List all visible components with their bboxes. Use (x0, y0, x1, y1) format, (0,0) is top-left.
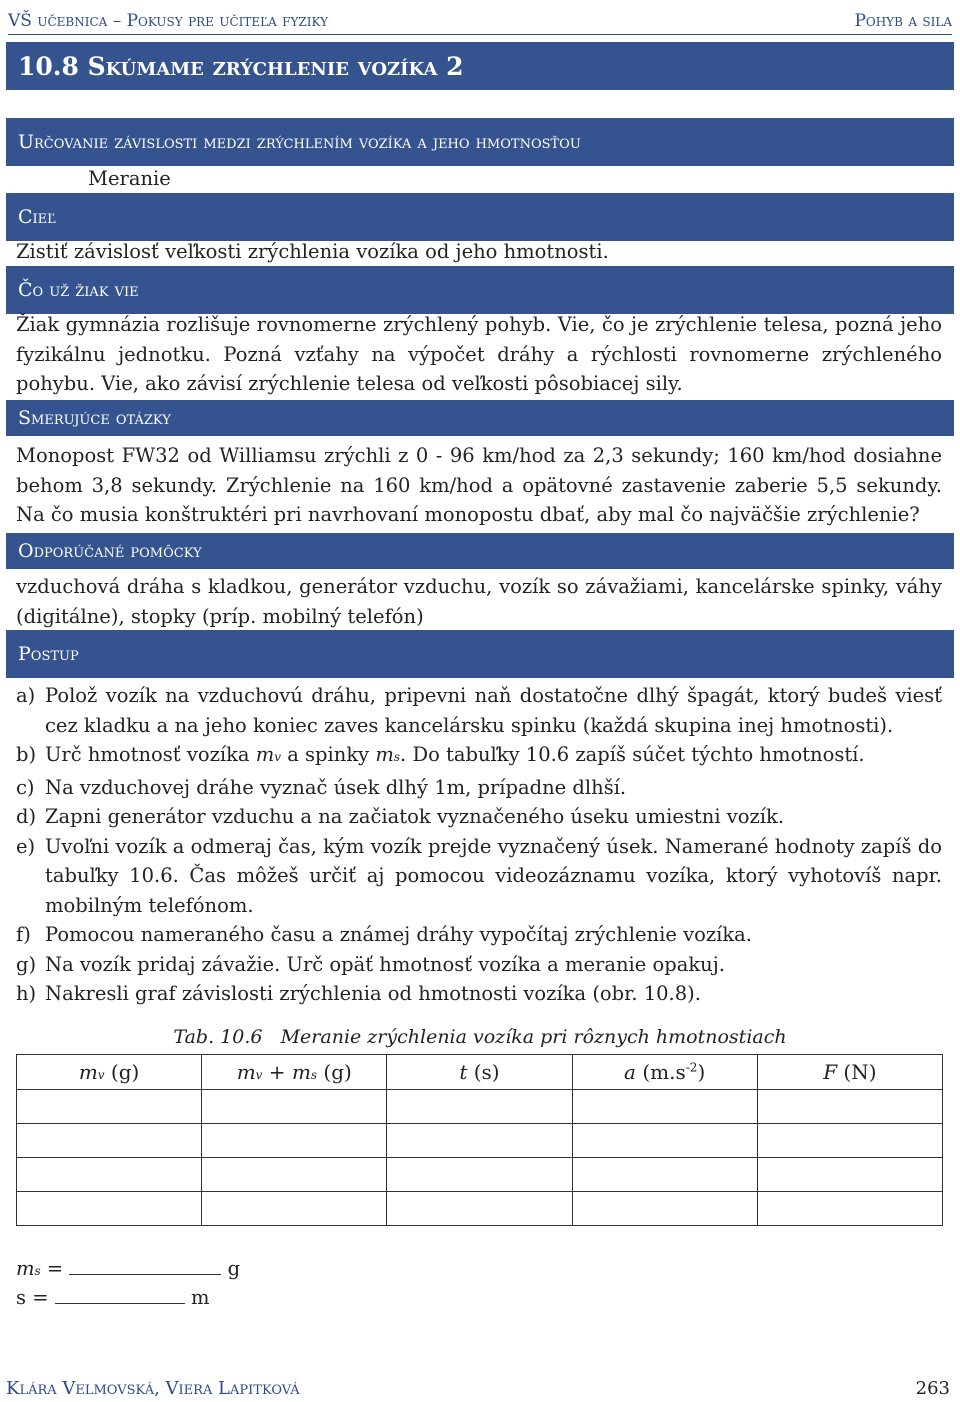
subtitle-heading: Určovanie závislosti medzi zrýchlením vozíka a jeho hmotnosťou (6, 118, 954, 166)
table-cell[interactable] (202, 1192, 387, 1226)
authors: Klára Velmovská, Viera Lapitková (6, 1377, 300, 1399)
step-text: Zapni generátor vzduchu a na začiatok vyznačeného úseku umiestni vozík. (45, 805, 785, 828)
step-item (16, 773, 942, 803)
method-label: Meranie (88, 167, 171, 190)
table-cell[interactable] (572, 1158, 757, 1192)
step-item (16, 979, 942, 1009)
step-label: a) (16, 684, 36, 707)
step-label: h) (16, 982, 37, 1005)
step-item (16, 802, 942, 832)
table-cell[interactable] (572, 1090, 757, 1124)
step-item (16, 950, 942, 980)
table-cell[interactable] (17, 1090, 202, 1124)
table-cell[interactable] (17, 1192, 202, 1226)
table-cell[interactable] (572, 1192, 757, 1226)
step-text: Urč hmotnosť vozíka mv a spinky ms. Do tabuľky 10.6 zapíš súčet týchto hmotností. (45, 743, 865, 766)
running-header (8, 5, 952, 35)
step-text: Pomocou nameraného času a známej dráhy vypočítaj zrýchlenie vozíka. (45, 923, 752, 946)
step-text: Na vozík pridaj závažie. Urč opäť hmotnosť vozíka a meranie opakuj. (45, 952, 725, 976)
measurement-table (16, 1054, 943, 1226)
prior-knowledge-heading: Čo už žiak vie (6, 266, 954, 314)
table-row (17, 1090, 943, 1124)
table-caption (0, 1026, 960, 1048)
procedure-steps (16, 681, 942, 1009)
step-text: Na vzduchovej dráhe vyznač úsek dlhý 1m, prípadne dlhší. (45, 775, 627, 799)
table-cell[interactable] (757, 1192, 942, 1226)
table-cell[interactable] (202, 1158, 387, 1192)
table-caption-number: Tab. 10.6 (173, 1026, 263, 1048)
page-footer (6, 1376, 950, 1400)
column-header-a: a $(m.s^{-2})$ (572, 1055, 757, 1090)
column-header-f: F (N) (757, 1055, 942, 1090)
table-row (17, 1158, 943, 1192)
goal-heading: Cieľ (6, 193, 954, 241)
book-title: VŠ učebnica – Pokusy pre učiteľa fyziky (8, 11, 329, 31)
procedure-heading: Postup (6, 630, 954, 678)
table-caption-text: Meranie zrýchlenia vozíka pri rôznych hmotnostiach (280, 1026, 787, 1048)
table-cell[interactable] (387, 1192, 572, 1226)
table-cell[interactable] (572, 1124, 757, 1158)
step-label: c) (16, 775, 35, 799)
step-text: Polož vozík na vzduchovú dráhu, pripevni naň dostatočne dlhý špagát, ktorý budeš viesť cez kladku a na jeho koniec zaves kancelársku spinku (každá skupina inej hmotnosti). (45, 684, 942, 737)
goal-text: Zistiť závislosť veľkosti zrýchlenia vozíka od jeho hmotnosti. (16, 240, 609, 263)
step-item (16, 832, 942, 921)
table-cell[interactable] (387, 1158, 572, 1192)
table-cell[interactable] (757, 1090, 942, 1124)
step-label: d) (16, 805, 37, 828)
table-cell[interactable] (202, 1124, 387, 1158)
table-row (17, 1124, 943, 1158)
step-label: b) (16, 743, 37, 766)
step-item (16, 740, 942, 773)
table-cell[interactable] (757, 1124, 942, 1158)
step-label: g) (16, 952, 37, 976)
step-label: e) (16, 834, 36, 858)
ms-fill-line: ms = g (16, 1257, 241, 1280)
table-header-row (17, 1055, 943, 1090)
tools-heading: Odporúčané pomôcky (6, 533, 954, 569)
table-cell[interactable] (17, 1158, 202, 1192)
table-cell[interactable] (387, 1090, 572, 1124)
step-item (16, 681, 942, 740)
step-label: f) (16, 923, 31, 946)
table-cell[interactable] (17, 1124, 202, 1158)
section-title: 10.8 Skúmame zrýchlenie vozíka 2 (6, 42, 954, 90)
table-cell[interactable] (387, 1124, 572, 1158)
s-blank[interactable] (55, 1285, 185, 1304)
step-item (16, 920, 942, 950)
s-fill-line: s = m (16, 1286, 210, 1309)
questions-heading: Smerujúce otázky (6, 400, 954, 436)
step-text: Uvoľni vozík a odmeraj čas, kým vozík prejde vyznačený úsek. Namerané hodnoty zapíš do tabuľky 10.6. Čas môžeš určiť aj pomocou videozáznamu vozíka, ktorý vyhotovíš napr. mobilným telefónom. (45, 834, 942, 917)
table-cell[interactable] (757, 1158, 942, 1192)
column-header-mv-ms: mv + ms (g) (202, 1055, 387, 1090)
table-cell[interactable] (202, 1090, 387, 1124)
page-number: 263 (915, 1377, 950, 1399)
table-row (17, 1192, 943, 1226)
chapter-title: Pohyb a sila (854, 11, 952, 31)
column-header-mv: mv (g) (17, 1055, 202, 1090)
step-text: Nakresli graf závislosti zrýchlenia od hmotnosti vozíka (obr. 10.8). (45, 982, 701, 1005)
questions-text: Monopost FW32 od Williamsu zrýchli z 0 - 96 km/hod za 2,3 sekundy; 160 km/hod dosiahne behom 3,8 sekundy. Zrýchlenie na 160 km/hod a opätovné zastavenie zaberie 5,5 sekundy. Na čo musia konštruktéri pri navrhovaní monopostu dbať, aby mal čo najväčšie zrýchlenie? (16, 444, 942, 526)
prior-knowledge-text: Žiak gymnázia rozlišuje rovnomerne zrýchlený pohyb. Vie, čo je zrýchlenie telesa, pozná jeho fyzikálnu jednotku. Pozná vzťahy na výpočet dráhy a rýchlosti rovnomerne zrýchleného pohybu. Vie, ako závisí zrýchlenie telesa od veľkosti pôsobiacej sily. (16, 313, 942, 395)
tools-text: vzduchová dráha s kladkou, generátor vzduchu, vozík so závažiami, kancelárske spinky, váhy (digitálne), stopky (príp. mobilný telefón) (16, 575, 942, 628)
column-header-t: t (s) (387, 1055, 572, 1090)
ms-blank[interactable] (69, 1256, 221, 1275)
